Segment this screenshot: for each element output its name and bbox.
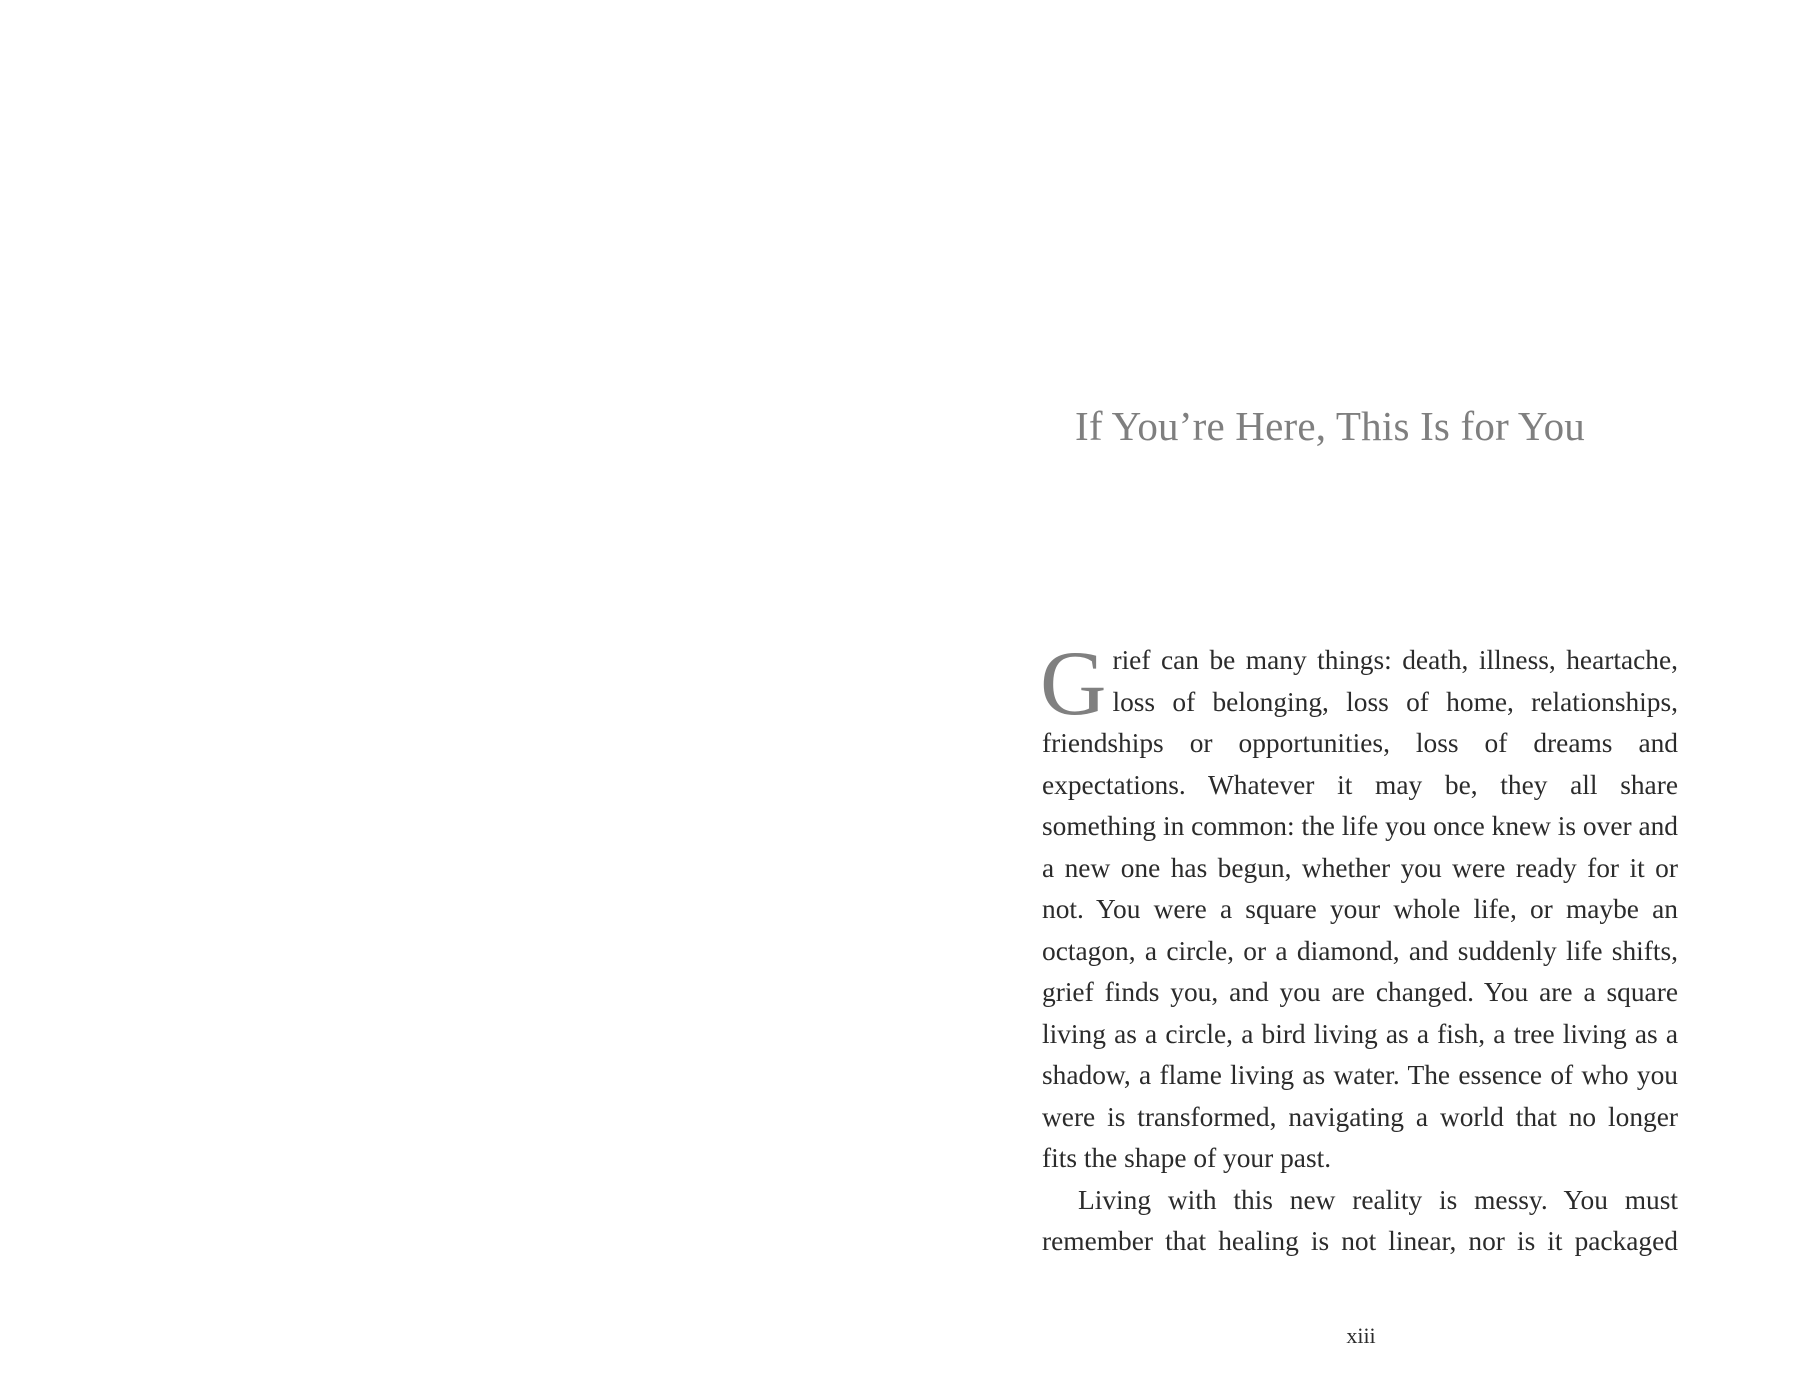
body-text [1040, 632, 1678, 1263]
paragraph-2: Living with this new reality is messy. You must remember that healing is not linear, nor is it packaged [1042, 1184, 1678, 1256]
chapter-title: If You’re Here, This Is for You [1075, 403, 1585, 449]
drop-cap: G [1040, 632, 1107, 734]
page-number: xiii [1346, 1323, 1376, 1348]
paragraph-1 [1040, 632, 1678, 1180]
paragraph-1-text: rief can be many things: death, illness, heartache, loss of belonging, loss of home, relationships, friendships or opportunities, loss of dreams and expectations. Whatever it may be, they all share something in common: the life you once knew is over and a new one has begun, whether you were ready for it or not. You were a square your whole life, or maybe an octagon, a circle, or a diamond, and suddenly life shifts, grief finds you, and you are changed. You are a square living as a circle, a bird living as a fish, a tree living as a shadow, a flame living as water. The essence of who you were is transformed, navigating a world that no longer fits the shape of your past. [1042, 645, 1678, 1173]
